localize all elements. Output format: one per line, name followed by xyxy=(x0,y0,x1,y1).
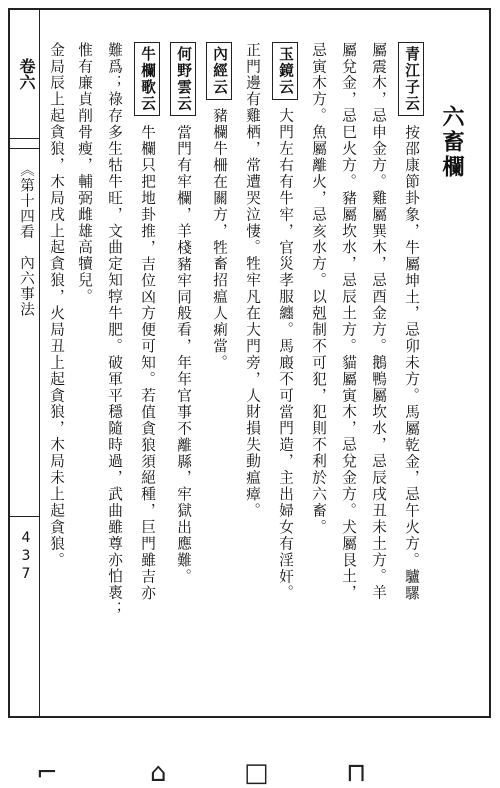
section-label: 玉鏡云 xyxy=(272,42,298,100)
margin-divider xyxy=(10,138,39,139)
text-column-2 xyxy=(368,42,388,601)
column-text: 豬欄牛柵在關方，牲畜招瘟人痢當。 xyxy=(211,107,228,372)
section-label: 青江子云 xyxy=(398,42,424,116)
text-column-11 xyxy=(74,42,94,305)
text-column-3 xyxy=(338,42,358,601)
text-column-5 xyxy=(272,42,298,601)
text-column-10 xyxy=(104,42,124,618)
text-column-9 xyxy=(134,42,160,601)
trash-partial-icon[interactable]: ⊓ xyxy=(346,758,367,788)
page-margin xyxy=(10,10,40,716)
text-column-1 xyxy=(398,42,424,601)
section-label: 牛欄歌云 xyxy=(134,42,160,116)
margin-divider xyxy=(10,516,39,517)
section-label: 內經云 xyxy=(206,42,232,100)
column-text: 正門邊有雞栖，常遭哭泣悽。牲牢凡在大門旁，人財損失動瘟瘴。 xyxy=(244,42,261,520)
section-label: 何野雲云 xyxy=(170,42,196,116)
column-text: 按邵康節卦象，牛屬坤土，忌卯未方。馬屬乾金，忌午火方。驢騾 xyxy=(403,124,420,602)
column-text: 大門左右有牛牢，官災孝服纏。馬廄不可當門造，主出婦女有淫奸。 xyxy=(277,107,294,602)
column-text: 惟有廉貞削骨瘦，輔弼雌雄高犢兒。 xyxy=(76,42,93,306)
glyph-partial-icon[interactable]: ⌐ xyxy=(36,758,58,788)
text-column-8 xyxy=(170,42,196,585)
box-partial-icon[interactable]: □ xyxy=(244,758,269,788)
page-number: 437 xyxy=(18,530,34,584)
column-text: 當門有牢欄，羊棧豬牢同般看，年年官事不離縣，牢獄出應難。 xyxy=(175,124,192,586)
column-text: 牛欄只把地卦推，吉位凶方便可知。若值貪狼須絕種，巨門雖吉亦 xyxy=(139,124,156,602)
page-body xyxy=(40,10,489,716)
column-text: 忌寅木方。魚屬離火，忌亥水方。以剋制不可犯，犯則不利於六畜。 xyxy=(310,42,327,536)
text-column-4 xyxy=(308,42,328,536)
chapter-label: 《第十四看 內六事法 xyxy=(18,162,34,317)
column-text: 屬兌金，忌巳火方。豬屬坎水，忌辰土方。貓屬寅木，忌兌金方。犬屬艮土， xyxy=(340,42,357,602)
column-text: 屬震木，忌申金方。雞屬巽木，忌酉金方。鵝鴨屬坎水，忌辰戌丑未土方。羊 xyxy=(370,42,387,602)
bottom-toolbar xyxy=(0,722,500,788)
text-column-12 xyxy=(46,42,66,568)
text-column-7 xyxy=(206,42,232,371)
text-column-6 xyxy=(242,42,262,519)
column-text: 難爲；祿存多生牯牛旺，文曲定知犉牛肥。破軍平穩隨時過，武曲雖尊亦怕褭； xyxy=(106,42,123,618)
share-partial-icon[interactable]: ⌂ xyxy=(150,758,167,788)
book-page xyxy=(8,8,491,718)
margin-divider xyxy=(10,148,39,149)
volume-label: 卷六 xyxy=(17,58,36,90)
column-text: 金局辰上起貪狼，木局戌上起貪狼，火局丑上起貪狼，木局未上起貪狼。 xyxy=(48,42,65,569)
page-title: 六畜欄 xyxy=(439,105,465,180)
